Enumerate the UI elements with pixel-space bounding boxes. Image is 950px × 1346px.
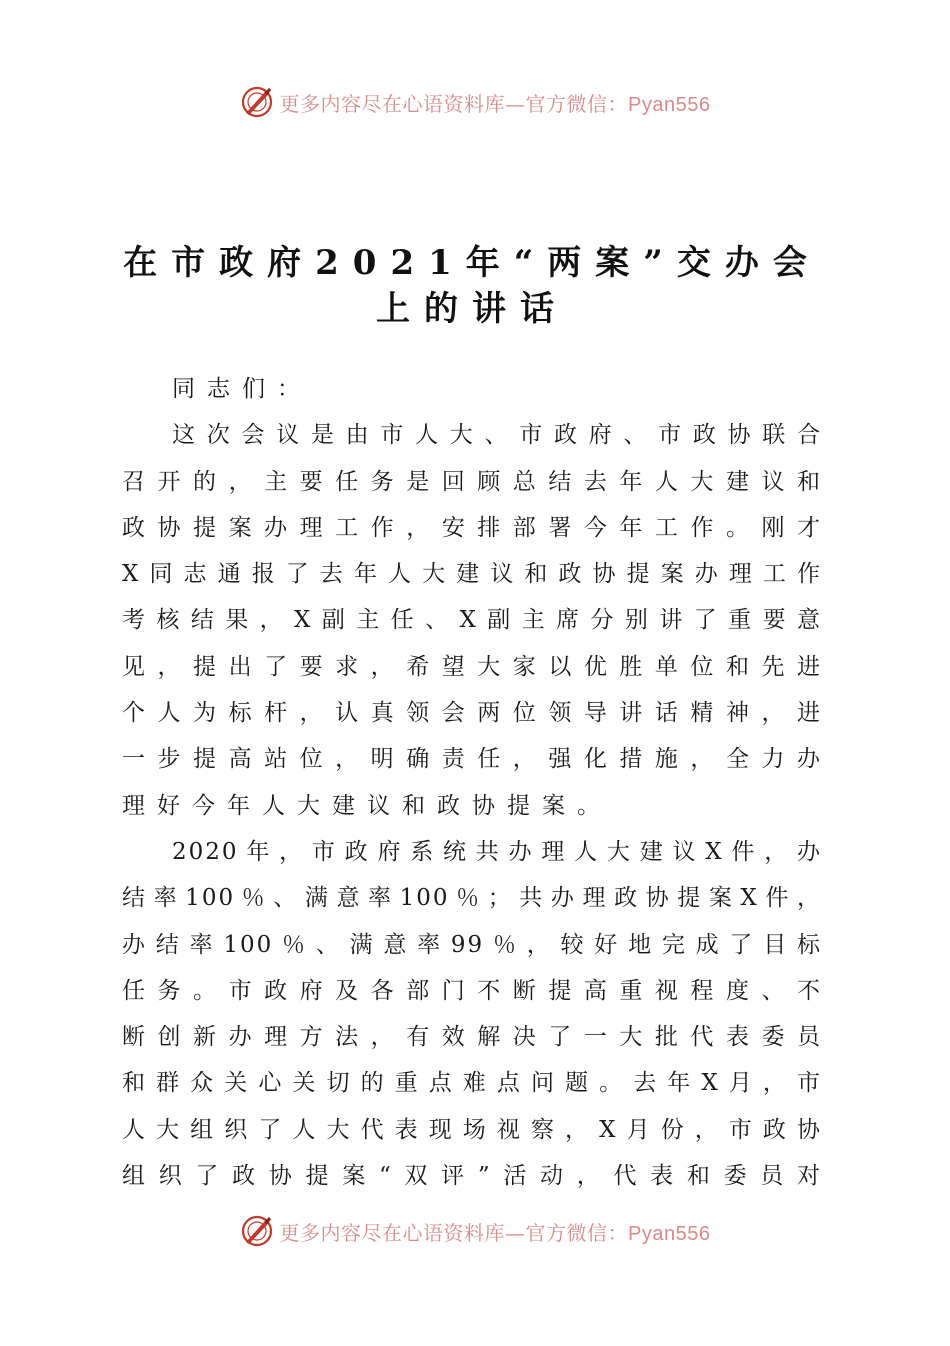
watermark-text: 更多内容尽在心语资料库—官方微信：Pyan556 (279, 91, 711, 116)
paragraph-line: 政协提案办理工作，安排部署今年工作。刚才 (122, 514, 822, 541)
watermark-text: 更多内容尽在心语资料库—官方微信：Pyan556 (279, 1220, 711, 1245)
paragraph-line: 和群众关心关切的重点难点问题。去年X月，市 (122, 1070, 822, 1097)
paragraph-line: 一步提高站位，明确责任，强化措施，全力办 (122, 746, 822, 773)
paragraph-line: 组织了政协提案“双评”活动，代表和委员对 (122, 1163, 822, 1190)
paragraph-line: 个人为标杆，认真领会两位领导讲话精神，进 (122, 700, 822, 727)
paragraph-line: 这次会议是由市人大、市政府、市政协联合 (172, 422, 822, 449)
pen-logo-icon (240, 85, 274, 119)
pen-logo-icon (240, 1214, 274, 1248)
title-line-2: 上的讲话 (376, 289, 568, 329)
page-title (122, 240, 822, 332)
speech-body (122, 366, 822, 1199)
paragraph-line: 人大组织了人大代表现场视察，X月份，市政协 (122, 1116, 822, 1143)
watermark-header (0, 82, 950, 122)
title-line-1: 在市政府2021年“两案”交办会 (123, 243, 821, 283)
paragraph-line: 2020年，市政府系统共办理人大建议X件，办 (172, 838, 822, 865)
watermark-footer (0, 1211, 950, 1251)
salutation: 同志们： (172, 376, 312, 402)
paragraph-line: 任务。市政府及各部门不断提高重视程度、不 (122, 977, 822, 1004)
paragraph-line: X同志通报了去年人大建议和政协提案办理工作 (122, 561, 822, 588)
paragraph-line: 办结率100％、满意率99％，较好地完成了目标 (122, 931, 822, 958)
paragraph-line: 召开的，主要任务是回顾总结去年人大建议和 (122, 468, 822, 495)
paragraph-line: 断创新办理方法，有效解决了一大批代表委员 (122, 1024, 822, 1051)
paragraph-line: 理好今年人大建议和政协提案。 (122, 792, 612, 819)
paragraph-line: 考核结果，X副主任、X副主席分别讲了重要意 (122, 607, 822, 634)
paragraph-line: 见，提出了要求，希望大家以优胜单位和先进 (122, 653, 822, 680)
paragraph-line: 结率100％、满意率100％；共办理政协提案X件， (122, 885, 822, 912)
